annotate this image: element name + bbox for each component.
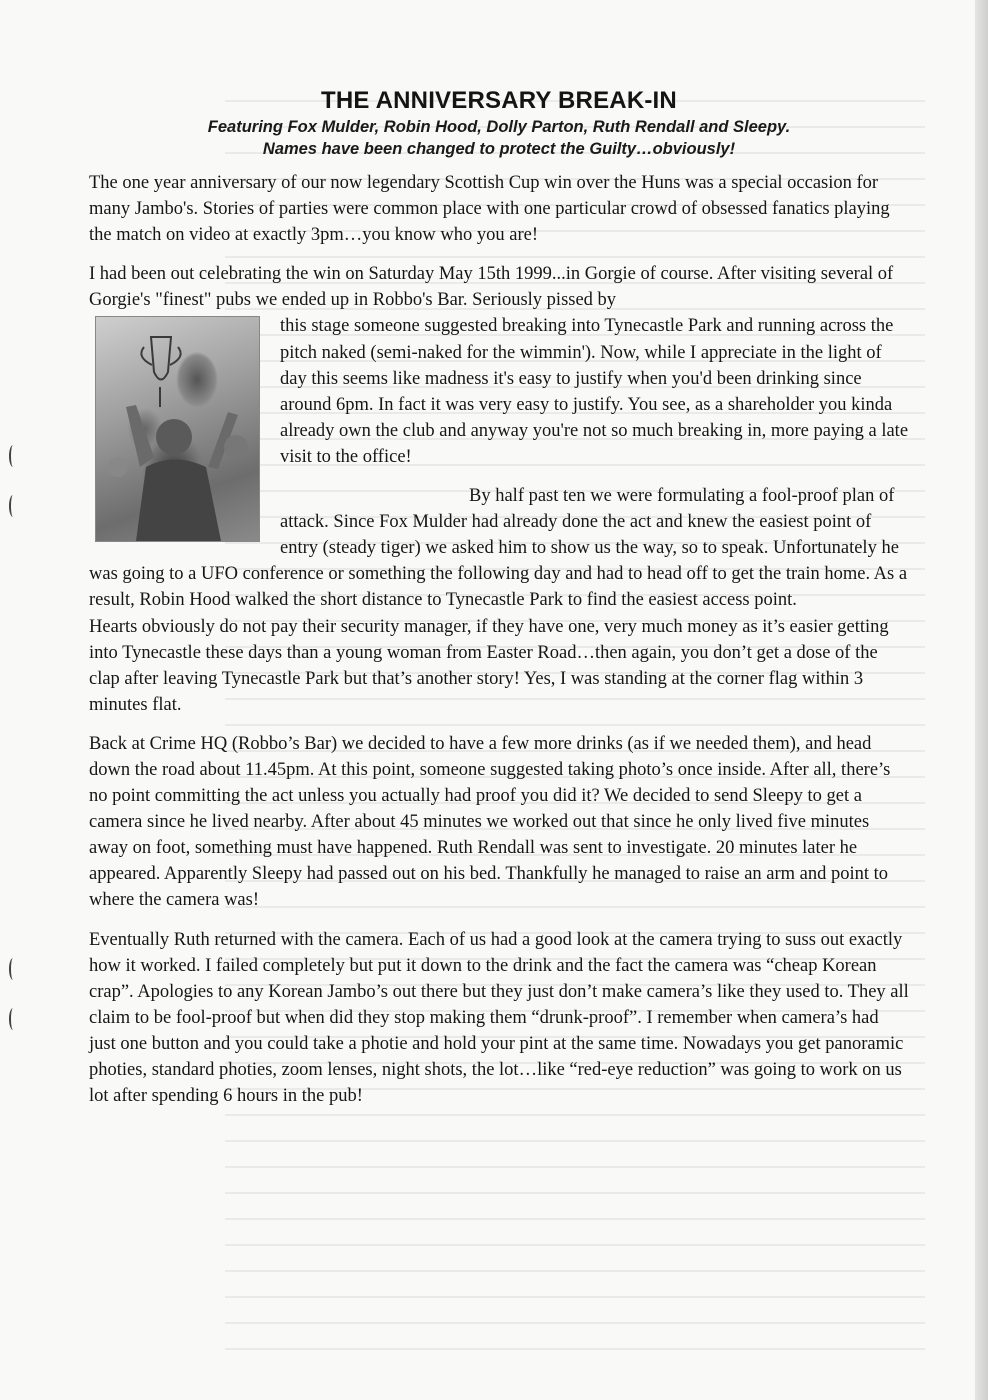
article-subtitle-line-1: Featuring Fox Mulder, Robin Hood, Dolly Parton, Ruth Rendall and Sleepy.: [207, 118, 791, 136]
binding-hole-mark: [9, 1008, 17, 1030]
article-body: [89, 86, 909, 1109]
paragraph-security: Hearts obviously do not pay their security manager, if they have one, very much money as it’s easier getting into Tynecastle these days than a young woman from Easter Road…then again, you don’t get a dose of the clap after leaving Tynecastle Park but that’s another story! Yes, I was standing at the corner flag within 3 minutes flat.: [89, 616, 889, 715]
paragraph-anniversary: The one year anniversary of our now legendary Scottish Cup win over the Huns was a special occasion for many Jambo's. Stories of parties were common place with one particular crowd of obsessed fanatics playing the match on video at exactly 3pm…you know who you are!: [89, 173, 890, 246]
paragraph-plan-of-attack: By half past ten we were formulating a fool-proof plan of attack. Since Fox Mulder had already done the act and knew the easiest point of entry (steady tiger) we asked him to show us the way, so to speak. Unfortunately he was going to a UFO conference or something the following day and had to head off to get the train home. As a result, Robin Hood walked the short distance to Tynecastle Park to find the easiest access point.: [89, 486, 908, 611]
article-title: THE ANNIVERSARY BREAK-IN: [321, 87, 677, 114]
paragraph-celebrating-wrap: this stage someone suggested breaking into Tynecastle Park and running across the pitch naked (semi-naked for the wimmin'). Now, while I appreciate in the light of day this seems like madness it's easy to justify when you'd been drinking since around 6pm. In fact it was very easy to justify. You see, as a shareholder you kinda already own the club and anyway you're not so much breaking in, more paying a late visit to the office!: [280, 316, 909, 467]
page-edge: [975, 0, 988, 1400]
binding-hole-mark: [9, 445, 17, 467]
binding-hole-mark: [9, 495, 17, 517]
article-subtitle-line-2: Names have been changed to protect the Guilty…obviously!: [262, 140, 736, 158]
paragraph-celebrating-lead: I had been out celebrating the win on Saturday May 15th 1999...in Gorgie of course. After visiting several of Gorgie's "finest" pubs we ended up in Robbo's Bar. Seriously pissed by: [89, 264, 894, 311]
binding-hole-mark: [9, 958, 17, 980]
paragraph-crime-hq: Back at Crime HQ (Robbo’s Bar) we decided to have a few more drinks (as if we needed them), and head down the road about 11.45pm. At this point, someone suggested taking photo’s once inside. After all, there’s no point committing the act unless you actually had proof you did it? We decided to send Sleepy to get a camera since he lived nearby. After about 45 minutes we worked out that since he only lived five minutes away on foot, something must have happened. Ruth Rendall was sent to investigate. 20 minutes later he appeared. Apparently Sleepy had passed out on his bed. Thankfully he managed to raise an arm and point to where the camera was!: [89, 733, 891, 911]
paragraph-camera: Eventually Ruth returned with the camera. Each of us had a good look at the camera trying to suss out exactly how it worked. I failed completely but put it down to the drink and the fact the camera was “cheap Korean crap”. Apologies to any Korean Jambo’s out there but they just don’t make camera’s like they used to. They all claim to be fool-proof but when did they stop making them “drunk-proof”. I remember when camera’s had just one button and you could take a photie and hold your pint at the same time. Nowadays you get panoramic photies, standard photies, zoom lenses, night shots, the lot…like “red-eye reduction” was going to work on us lot after spending 6 hours in the pub!: [89, 929, 909, 1107]
trophy-celebration-photo: [95, 316, 260, 542]
